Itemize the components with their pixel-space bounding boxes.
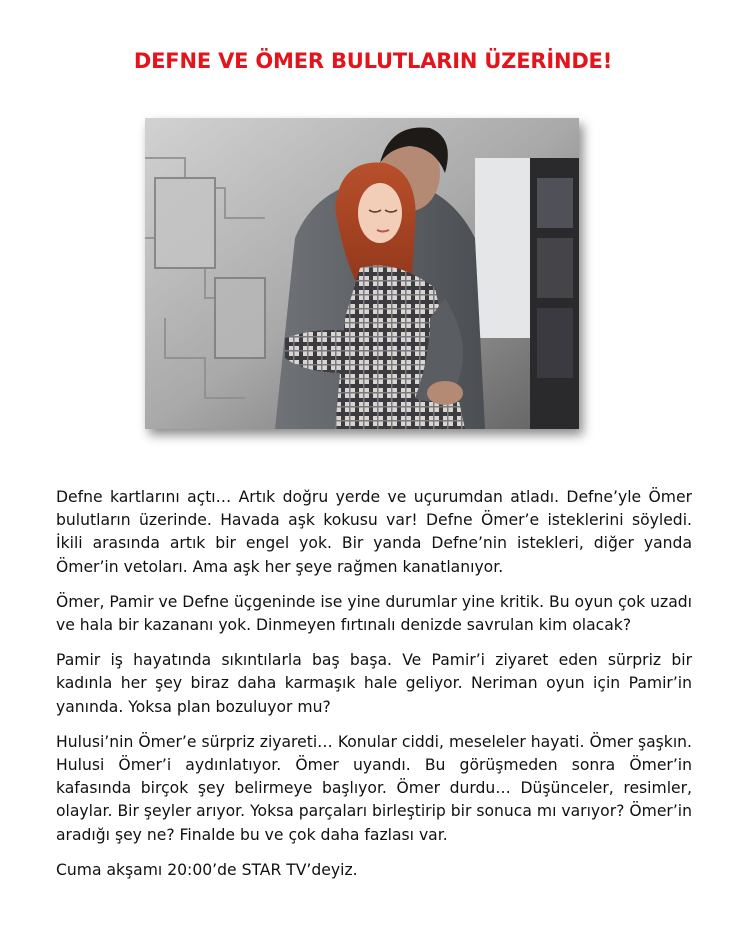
article-body bbox=[56, 486, 692, 882]
article-paragraph: Defne kartlarını açtı… Artık doğru yerde ve uçurumdan atladı. Defne’yle Ömer bulutların üzerinde. Havada aşk kokusu var! Defne Ömer’e isteklerini söyledi. İkili arasında artık bir engel yok. Bir yanda Defne’nin istekleri, diğer yanda Ömer’in vetoları. Ama aşk her şeye rağmen kanatlanıyor. bbox=[56, 488, 692, 576]
article-paragraph: Ömer, Pamir ve Defne üçgeninde ise yine durumlar yine kritik. Bu oyun çok uzadı ve hala bir kazananı yok. Dinmeyen fırtınalı denizde savrulan kim olacak? bbox=[56, 592, 693, 635]
broadcast-time-line: Cuma akşamı 20:00’de STAR TV’deyiz. bbox=[56, 860, 358, 879]
couple-hugging-photo bbox=[145, 118, 579, 429]
article-paragraph: Pamir iş hayatında sıkıntılarla baş başa. Ve Pamir’i ziyaret eden sürpriz bir kadınla her şey biraz daha karmaşık hale geliyor. Neriman oyun için Pamir’in yanında. Yoksa plan bozuluyor mu? bbox=[56, 651, 692, 716]
article-title: DEFNE VE ÖMER BULUTLARIN ÜZERİNDE! bbox=[133, 49, 613, 73]
article-paragraph: Hulusi’nin Ömer’e sürpriz ziyareti… Konular ciddi, meseleler hayati. Ömer şaşkın. Hulusi Ömer’i aydınlatıyor. Ömer uyandı. Bu görüşmeden sonra Ömer’in kafasında birçok şey belirmeye başlıyor. Ömer durdu… Düşünceler, resimler, olaylar. Bir şeyler arıyor. Yoksa parçaları birleştirip bir sonuca mı varıyor? Ömer’in aradığı şey ne? Finalde bu ve çok daha fazlası var. bbox=[56, 732, 692, 844]
